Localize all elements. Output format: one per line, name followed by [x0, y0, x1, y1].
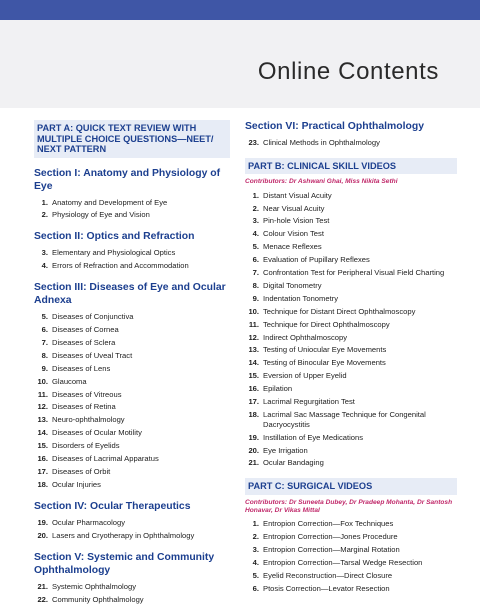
video-item[interactable]: [245, 445, 457, 458]
toc-item[interactable]: [34, 401, 230, 414]
item-number: 6.: [41, 325, 48, 335]
section-1-list: [34, 197, 230, 223]
part-a-header: PART A: QUICK TEXT REVIEW WITH MULTIPLE CHOICE QUESTIONS—NEET/ NEXT PATTERN: [34, 120, 230, 158]
video-item[interactable]: [245, 241, 457, 254]
item-number: 9.: [41, 363, 48, 373]
item-number: 7.: [252, 268, 259, 278]
item-title: Diseases of Retina: [52, 402, 116, 412]
video-item[interactable]: [245, 215, 457, 228]
toc-item[interactable]: [245, 137, 457, 150]
video-item[interactable]: [245, 357, 457, 370]
item-title: Diseases of Lacrimal Apparatus: [52, 454, 159, 464]
item-title: Community Ophthalmology: [52, 594, 144, 604]
item-number: 1.: [41, 197, 48, 207]
item-title: Testing of Binocular Eye Movements: [263, 358, 386, 368]
video-item[interactable]: [245, 267, 457, 280]
item-number: 4.: [252, 557, 259, 567]
toc-item[interactable]: [34, 260, 230, 273]
left-column: [34, 120, 230, 614]
item-number: 5.: [252, 242, 259, 252]
item-title: Lasers and Cryotherapy in Ophthalmology: [52, 530, 195, 540]
video-item[interactable]: [245, 344, 457, 357]
part-c-header: PART C: SURGICAL VIDEOS: [245, 478, 457, 495]
item-title: Distant Visual Acuity: [263, 190, 332, 200]
item-title: Entropion Correction—Fox Techniques: [263, 519, 394, 529]
item-number: 3.: [41, 248, 48, 258]
item-number: 19.: [37, 517, 48, 527]
section-6-title: Section VI: Practical Ophthalmology: [245, 121, 424, 132]
item-title: Systemic Ophthalmology: [52, 581, 136, 591]
section-2-list: [34, 247, 230, 273]
top-color-band: [0, 0, 480, 20]
toc-item[interactable]: [34, 517, 230, 530]
item-number: 18.: [37, 479, 48, 489]
video-item[interactable]: [245, 531, 457, 544]
item-title: Colour Vision Test: [263, 229, 324, 239]
item-title: Disorders of Eyelids: [52, 441, 120, 451]
item-number: 21.: [248, 458, 259, 468]
item-title: Technique for Direct Ophthalmoscopy: [263, 319, 390, 329]
toc-item[interactable]: [34, 389, 230, 402]
item-title: Eye Irrigation: [263, 445, 308, 455]
video-item[interactable]: [245, 544, 457, 557]
item-title: Clinical Methods in Ophthalmology: [263, 138, 380, 147]
item-title: Indirect Ophthalmoscopy: [263, 332, 347, 342]
item-number: 15.: [37, 441, 48, 451]
item-title: Lacrimal Regurgitation Test: [263, 397, 355, 407]
item-title: Diseases of Vitreous: [52, 389, 122, 399]
section-3-list: [34, 311, 230, 492]
section-2-title: Section II: Optics and Refraction: [34, 231, 195, 243]
item-number: 11.: [248, 319, 259, 329]
section-5-title: Section V: Systemic and Community Ophthalmology: [34, 551, 215, 576]
item-title: Entropion Correction—Marginal Rotation: [263, 545, 400, 555]
part-b-contributors: Contributors: Dr Ashwani Ghai, Miss Nikita Sethi: [245, 178, 398, 186]
item-title: Diseases of Conjunctiva: [52, 312, 134, 322]
section-6-list: [245, 137, 457, 150]
item-title: Diseases of Sclera: [52, 337, 116, 347]
video-item[interactable]: [245, 203, 457, 216]
item-number: 13.: [248, 345, 259, 355]
video-item[interactable]: [245, 306, 457, 319]
item-title: Diseases of Ocular Motility: [52, 428, 142, 438]
item-title: Errors of Refraction and Accommodation: [52, 261, 189, 271]
section-3-title: Section III: Diseases of Eye and Ocular Adnexa: [34, 282, 226, 307]
item-number: 17.: [37, 467, 48, 476]
toc-item[interactable]: [34, 363, 230, 376]
section-1-title: Section I: Anatomy and Physiology of Eye: [34, 167, 221, 192]
item-number: 2.: [252, 532, 259, 542]
item-title: Digital Tonometry: [263, 280, 322, 290]
item-title: Ptosis Correction—Levator Resection: [263, 583, 390, 593]
item-title: Anatomy and Development of Eye: [52, 197, 168, 207]
toc-item[interactable]: [34, 581, 230, 594]
item-number: 14.: [37, 428, 48, 438]
item-number: 23.: [248, 138, 259, 147]
item-title: Confrontation Test for Peripheral Visual Field Charting: [263, 268, 445, 278]
item-title: Entropion Correction—Jones Procedure: [263, 532, 398, 542]
item-number: 4.: [252, 229, 259, 239]
item-number: 17.: [248, 397, 259, 407]
toc-item[interactable]: [34, 530, 230, 543]
item-title: Physiology of Eye and Vision: [52, 210, 150, 220]
item-number: 2.: [252, 203, 259, 213]
item-title: Epilation: [263, 384, 293, 394]
item-number: 19.: [248, 432, 259, 442]
item-number: 8.: [41, 350, 48, 360]
video-item[interactable]: [245, 557, 457, 570]
video-item[interactable]: [245, 396, 457, 409]
part-c-list: [245, 518, 457, 595]
part-b-header: PART B: CLINICAL SKILL VIDEOS: [245, 158, 457, 175]
item-number: 15.: [248, 371, 259, 381]
video-item[interactable]: [245, 280, 457, 293]
item-title: Diseases of Orbit: [52, 467, 111, 476]
video-item[interactable]: [245, 190, 457, 203]
item-title: Technique for Distant Direct Ophthalmoscopy: [263, 306, 416, 316]
item-title: Diseases of Cornea: [52, 325, 119, 335]
item-number: 3.: [252, 216, 259, 226]
page-title: Online Contents: [257, 58, 439, 85]
video-item[interactable]: [245, 293, 457, 306]
item-title: Instillation of Eye Medications: [263, 432, 364, 442]
toc-item[interactable]: [34, 324, 230, 337]
item-title: Elementary and Physiological Optics: [52, 248, 176, 258]
toc-item[interactable]: [34, 209, 230, 222]
video-item[interactable]: [245, 432, 457, 445]
toc-item[interactable]: [34, 247, 230, 260]
item-number: 16.: [248, 384, 259, 394]
toc-item[interactable]: [34, 440, 230, 453]
toc-item[interactable]: [34, 479, 230, 492]
item-title: Testing of Uniocular Eye Movements: [263, 345, 387, 355]
video-item[interactable]: [245, 228, 457, 241]
item-number: 6.: [252, 583, 259, 593]
toc-item[interactable]: [34, 466, 230, 479]
item-title: Lacrimal Sac Massage Technique for Congenital Dacryocystitis: [263, 410, 426, 429]
item-number: 3.: [252, 545, 259, 555]
item-title: Neuro-ophthalmology: [52, 415, 125, 425]
item-number: 1.: [252, 519, 259, 529]
toc-item[interactable]: [34, 350, 230, 363]
item-number: 21.: [37, 581, 48, 591]
toc-item[interactable]: [34, 414, 230, 427]
section-4-title: Section IV: Ocular Therapeutics: [34, 500, 191, 512]
item-title: Ocular Bandaging: [263, 458, 324, 468]
section-5-list: [34, 581, 230, 607]
video-item[interactable]: [245, 457, 457, 470]
video-item[interactable]: [245, 518, 457, 531]
right-column: [245, 120, 457, 604]
section-4-list: [34, 517, 230, 543]
toc-item[interactable]: [34, 427, 230, 440]
item-number: 6.: [252, 255, 259, 265]
item-number: 18.: [248, 410, 259, 420]
item-number: 8.: [252, 280, 259, 290]
item-title: Ocular Injuries: [52, 479, 101, 489]
item-number: 20.: [248, 445, 259, 455]
part-b-list: [245, 190, 457, 471]
video-item[interactable]: [245, 332, 457, 345]
item-title: Pin-hole Vision Test: [263, 216, 330, 226]
item-number: 4.: [41, 261, 48, 271]
item-number: 20.: [37, 530, 48, 540]
item-number: 10.: [248, 306, 259, 316]
item-title: Evaluation of Pupillary Reflexes: [263, 255, 370, 265]
video-item[interactable]: [245, 370, 457, 383]
item-number: 5.: [41, 312, 48, 322]
item-number: 2.: [41, 210, 48, 220]
video-item[interactable]: [245, 410, 457, 430]
item-number: 5.: [252, 570, 259, 580]
item-title: Diseases of Uveal Tract: [52, 350, 133, 360]
item-number: 1.: [252, 190, 259, 200]
toc-item[interactable]: [34, 376, 230, 389]
item-number: 7.: [41, 337, 48, 347]
item-title: Ocular Pharmacology: [52, 517, 126, 527]
item-number: 22.: [37, 594, 48, 604]
toc-item[interactable]: [34, 453, 230, 466]
video-item[interactable]: [245, 383, 457, 396]
item-number: 12.: [37, 402, 48, 412]
toc-item[interactable]: [34, 337, 230, 350]
item-number: 12.: [248, 332, 259, 342]
item-number: 16.: [37, 454, 48, 464]
video-item[interactable]: [245, 570, 457, 583]
item-title: Glaucoma: [52, 376, 87, 386]
item-title: Eversion of Upper Eyelid: [263, 371, 347, 381]
item-title: Indentation Tonometry: [263, 293, 339, 303]
item-title: Eyelid Reconstruction—Direct Closure: [263, 570, 393, 580]
item-number: 11.: [37, 389, 48, 399]
toc-item[interactable]: [34, 311, 230, 324]
video-item[interactable]: [245, 254, 457, 267]
item-title: Diseases of Lens: [52, 363, 111, 373]
video-item[interactable]: [245, 319, 457, 332]
toc-item[interactable]: [34, 197, 230, 210]
item-title: Near Visual Acuity: [263, 203, 325, 213]
item-number: 14.: [248, 358, 259, 368]
item-number: 9.: [252, 293, 259, 303]
item-number: 13.: [37, 415, 48, 425]
toc-item[interactable]: [34, 594, 230, 607]
item-title: Menace Reflexes: [263, 242, 322, 252]
item-number: 10.: [37, 376, 48, 386]
item-title: Entropion Correction—Tarsal Wedge Resection: [263, 557, 423, 567]
part-c-contributors: Contributors: Dr Suneeta Dubey, Dr Pradeep Mohanta, Dr Santosh Honavar, Dr Vikas Mittal: [245, 498, 453, 515]
